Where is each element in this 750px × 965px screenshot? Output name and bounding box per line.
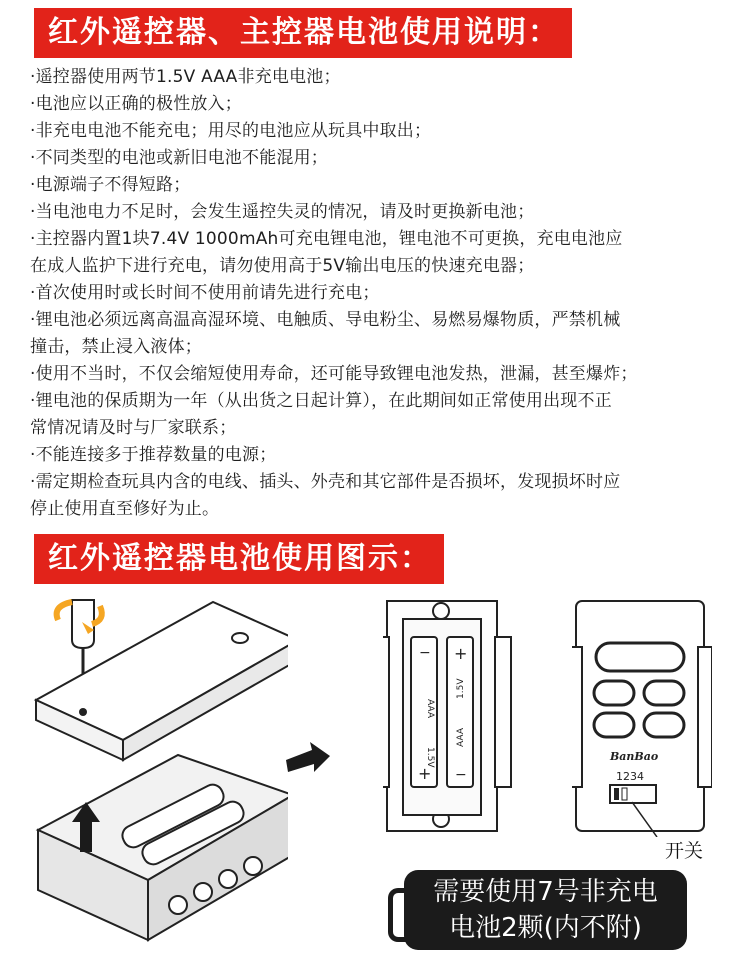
battery-left-voltage: 1.5V xyxy=(425,747,435,768)
note-line: 停止使用直至修好为止。 xyxy=(30,499,220,519)
remote-button xyxy=(644,713,684,737)
note-line: ·遥控器使用两节1.5V AAA非充电电池； xyxy=(30,67,341,87)
minus-sign: − xyxy=(419,645,431,661)
remote-button xyxy=(594,681,634,705)
note-line: ·当电池电力不足时，会发生遥控失灵的情况，请及时更换新电池； xyxy=(30,202,535,222)
brand-logo: BanBao xyxy=(610,750,659,763)
battery-left-type: AAA xyxy=(425,699,435,718)
battery-right-voltage: 1.5V xyxy=(456,678,466,699)
instruction-list xyxy=(30,64,730,523)
battery-cover-illustration xyxy=(28,590,288,950)
note-line: ·需定期检查玩具内含的电线、插头、外壳和其它部件是否损坏，发现损坏时应 xyxy=(30,472,621,492)
remote-front-diagram xyxy=(572,597,712,837)
switch-label: 开关 xyxy=(665,840,704,862)
note-line: ·电源端子不得短路； xyxy=(30,175,191,195)
note-line: ·非充电电池不能充电；用尽的电池应从玩具中取出； xyxy=(30,121,432,141)
remote-button-top xyxy=(596,643,684,671)
plus-sign: + xyxy=(454,644,468,663)
note-line: ·不同类型的电池或新旧电池不能混用； xyxy=(30,148,329,168)
battery-right-type: AAA xyxy=(456,728,466,747)
badge-line-2: 电池2颗(内不附) xyxy=(449,913,642,943)
note-line: 在成人监护下进行充电，请勿使用高于5V输出电压的快速充电器； xyxy=(30,256,535,276)
note-line: ·锂电池必须远离高温高湿环境、电触质、导电粉尘、易燃易爆物质，严禁机械 xyxy=(30,310,621,330)
note-line: 常情况请及时与厂家联系； xyxy=(30,418,237,438)
battery-compartment-diagram xyxy=(383,597,523,837)
remote-button xyxy=(594,713,634,737)
battery-requirement-badge xyxy=(404,870,687,950)
note-line: ·首次使用时或长时间不使用前请先进行充电； xyxy=(30,283,380,303)
badge-line-1: 需要使用7号非充电 xyxy=(433,877,658,907)
arrow-right-icon xyxy=(286,742,330,772)
note-line: ·锂电池的保质期为一年（从出货之日起计算），在此期间如正常使用出现不正 xyxy=(30,391,612,411)
note-line: ·使用不当时，不仅会缩短使用寿命，还可能导致锂电池发热，泄漏，甚至爆炸； xyxy=(30,364,638,384)
section-title-instructions: 红外遥控器、主控器电池使用说明： xyxy=(34,8,572,58)
note-line: ·不能连接多于推荐数量的电源； xyxy=(30,445,277,465)
minus-sign: − xyxy=(455,767,467,783)
channel-numbers: 1234 xyxy=(616,770,644,783)
note-line: 撞击，禁止浸入液体； xyxy=(30,337,202,357)
plus-sign: + xyxy=(418,764,432,783)
section-title-diagram: 红外遥控器电池使用图示： xyxy=(34,534,444,584)
remote-button xyxy=(644,681,684,705)
battery-housing xyxy=(38,755,288,940)
note-line: ·电池应以正确的极性放入； xyxy=(30,94,243,114)
note-line: ·主控器内置1块7.4V 1000mAh可充电锂电池，锂电池不可更换，充电电池应 xyxy=(30,229,623,249)
